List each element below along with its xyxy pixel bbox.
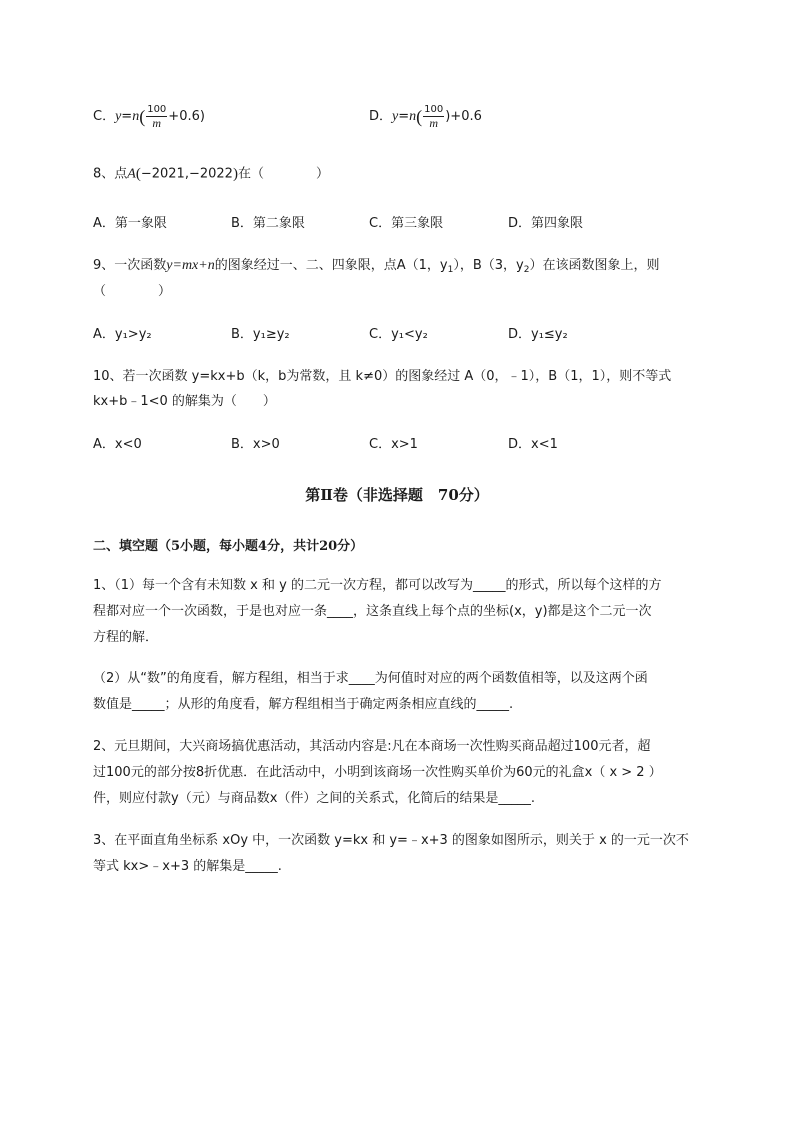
q8-suffix: 在（ ） xyxy=(237,166,329,182)
q8-stem: 8、点A(−2021,−2022)在（ ） xyxy=(93,166,329,182)
q8-option-c: C．第三象限 xyxy=(369,216,444,231)
fill-q1b-line2: 数值是_____；从形的角度看，解方程组相当于确定两条相应直线的_____. xyxy=(93,697,514,712)
fill-q1-line2: 程都对应一个一次函数，于是也对应一条____，这条直线上每个点的坐标(x，y)都是这个二元一次 xyxy=(93,604,652,619)
fill-q1-line1: 1、（1）每一个含有未知数 x 和 y 的二元一次方程，都可以改写为_____的形式，所以每个这样的方 xyxy=(93,578,662,593)
fill-q2-line2: 过100元的部分按8折优惠．在此活动中，小明到该商场一次性购买单价为60元的礼盒x（ x > 2 ） xyxy=(93,765,662,780)
fill-q3-line2: 等式 kx>﹣x+3 的解集是_____. xyxy=(93,859,282,874)
q9-option-b: B．y₁≥y₂ xyxy=(231,327,290,342)
fill-q1b-line1: （2）从“数”的角度看，解方程组，相当于求____为何值时对应的两个函数值相等，以及这两个函 xyxy=(93,671,648,686)
fill-q2-line1: 2、元旦期间，大兴商场搞优惠活动，其活动内容是:凡在本商场一次性购买商品超过100元者，超 xyxy=(93,739,651,754)
option-tail: +0.6) xyxy=(168,109,205,124)
q9-text: 9、一次函数 xyxy=(93,258,167,273)
option-label: D． xyxy=(369,109,393,124)
q8-point: A xyxy=(127,166,136,182)
q7-option-c: C．y=n( $\frac{100}{m}$ +0.6) xyxy=(93,104,205,130)
q9-function: y=mx+n xyxy=(166,258,215,273)
q9-point-b: B（3，y xyxy=(472,258,524,273)
fill-q2-line3: 件，则应付款y（元）与商品数x（件）之间的关系式，化简后的结果是_____. xyxy=(93,791,536,806)
q9-option-d: D．y₁≤y₂ xyxy=(508,327,568,342)
q10-option-c: C．x>1 xyxy=(369,437,418,452)
q9-text: ）在该函数图象上，则 xyxy=(529,258,660,273)
q10-stem-line1: 10、若一次函数 y=kx+b（k，b为常数，且 k≠0）的图象经过 A（0，﹣1），B（1，1），则不等式 xyxy=(93,369,672,384)
fraction-denominator: m xyxy=(429,116,439,130)
q9-stem-line2: （ ） xyxy=(93,284,172,299)
option-tail: )+0.6 xyxy=(445,109,482,124)
fraction-numerator: 100 xyxy=(147,104,167,115)
q7-option-d: D．y=n( $\frac{100}{m}$ )+0.6 xyxy=(369,104,482,130)
part2-heading: 第Ⅱ卷（非选择题 70分） xyxy=(305,486,489,504)
fill-q1-line3: 方程的解． xyxy=(93,630,159,645)
section-title: 二、填空题（5小题，每小题4分，共计20分） xyxy=(93,539,364,554)
q8-option-a: A．第一象限 xyxy=(93,216,167,231)
q9-stem-line1: 9、一次函数y=mx+n的图象经过一、二、四象限，点A（1，$y_1$），B（3，$y_2$）在该函数图象上，则 xyxy=(93,258,660,275)
q8-coords: −2021,−2022 xyxy=(140,166,233,182)
fraction-numerator: 100 xyxy=(424,104,444,115)
q10-stem-line2: kx+b﹣1<0 的解集为（ ） xyxy=(93,394,276,409)
fill-q3-line1: 3、在平面直角坐标系 xOy 中，一次函数 y=kx 和 y=﹣x+3 的图象如图所示，则关于 x 的一元一次不 xyxy=(93,833,689,848)
q10-option-d: D．x<1 xyxy=(508,437,558,452)
q9-option-c: C．y₁<y₂ xyxy=(369,327,428,342)
fraction xyxy=(146,104,167,129)
q9-text: 的图象经过一、二、四象限，点 xyxy=(214,258,397,273)
fraction xyxy=(423,104,444,129)
q10-option-b: B．x>0 xyxy=(231,437,280,452)
q10-option-a: A．x<0 xyxy=(93,437,142,452)
q8-option-d: D．第四象限 xyxy=(508,216,584,231)
option-label: C． xyxy=(93,109,116,124)
q8-option-b: B．第二象限 xyxy=(231,216,305,231)
q9-option-a: A．y₁>y₂ xyxy=(93,327,152,342)
q9-point-a: A（1，y xyxy=(396,258,448,273)
q8-prefix: 8、点 xyxy=(93,166,128,182)
q9-text: ）， xyxy=(453,258,473,273)
fraction-denominator: m xyxy=(152,116,162,130)
